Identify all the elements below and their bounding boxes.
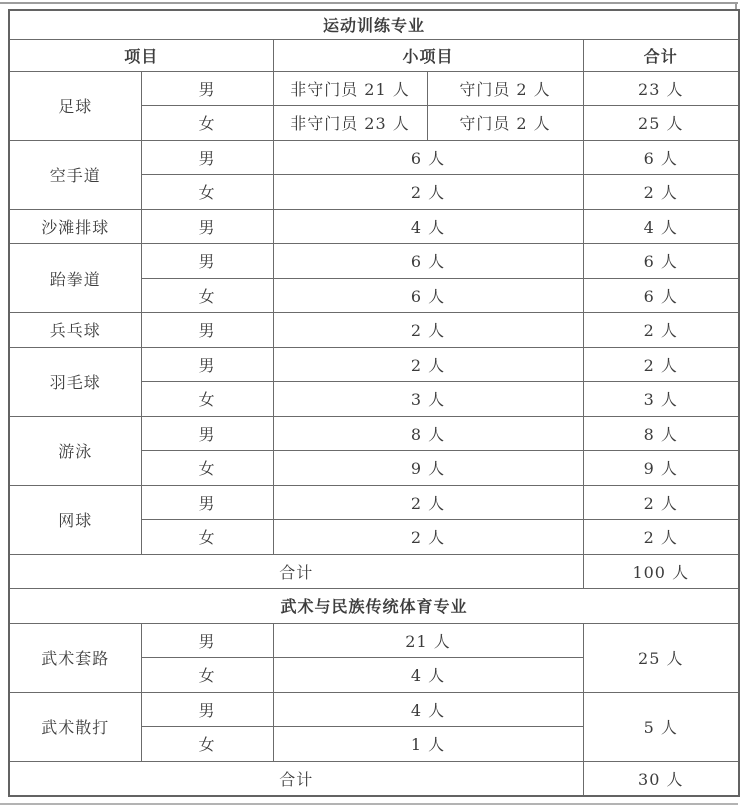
cell-wushu-taolu-male-count: 21 人 xyxy=(273,623,583,658)
cell-beach-volleyball-male-gender: 男 xyxy=(141,209,273,244)
cell-karate-male-total: 6 人 xyxy=(583,140,739,175)
cell-karate-female-count: 2 人 xyxy=(273,175,583,210)
cell-badminton-male-gender: 男 xyxy=(141,347,273,382)
cell-swimming-female-count: 9 人 xyxy=(273,451,583,486)
cell-taekwondo-female-total: 6 人 xyxy=(583,278,739,313)
cell-badminton-male-count: 2 人 xyxy=(273,347,583,382)
cell-tennis-male-gender: 男 xyxy=(141,485,273,520)
cell-section2-total-value: 30 人 xyxy=(583,761,739,796)
header-total: 合计 xyxy=(583,39,739,71)
header-project: 项目 xyxy=(9,39,273,71)
cell-badminton-female-total: 3 人 xyxy=(583,382,739,417)
cell-table-tennis-name: 兵乓球 xyxy=(9,313,141,348)
cell-wushu-sanda-name: 武术散打 xyxy=(9,692,141,761)
cell-karate-female-gender: 女 xyxy=(141,175,273,210)
cell-beach-volleyball-male-total: 4 人 xyxy=(583,209,739,244)
cell-karate-name: 空手道 xyxy=(9,140,141,209)
cell-taekwondo-female-count: 6 人 xyxy=(273,278,583,313)
cell-badminton-female-gender: 女 xyxy=(141,382,273,417)
cell-table-tennis-male-count: 2 人 xyxy=(273,313,583,348)
cell-football-name: 足球 xyxy=(9,71,141,140)
cell-swimming-male-count: 8 人 xyxy=(273,416,583,451)
cell-karate-male-gender: 男 xyxy=(141,140,273,175)
table-row xyxy=(9,692,739,727)
cell-table-tennis-male-gender: 男 xyxy=(141,313,273,348)
cell-football-female-goalkeeper: 守门员 2 人 xyxy=(427,106,583,141)
table-row xyxy=(9,71,739,106)
cell-swimming-female-gender: 女 xyxy=(141,451,273,486)
cell-football-male-goalkeeper: 守门员 2 人 xyxy=(427,71,583,106)
cell-swimming-name: 游泳 xyxy=(9,416,141,485)
cell-taekwondo-male-total: 6 人 xyxy=(583,244,739,279)
cell-karate-male-count: 6 人 xyxy=(273,140,583,175)
table-row xyxy=(9,347,739,382)
cell-wushu-taolu-name: 武术套路 xyxy=(9,623,141,692)
table-row xyxy=(9,589,739,624)
cell-beach-volleyball-name: 沙滩排球 xyxy=(9,209,141,244)
table-row xyxy=(9,416,739,451)
cell-section1-total-value: 100 人 xyxy=(583,554,739,589)
cell-wushu-sanda-female-gender: 女 xyxy=(141,727,273,762)
cell-taekwondo-female-gender: 女 xyxy=(141,278,273,313)
cell-football-male-gender: 男 xyxy=(141,71,273,106)
header-sub-project: 小项目 xyxy=(273,39,583,71)
table-row xyxy=(9,140,739,175)
cell-football-male-total: 23 人 xyxy=(583,71,739,106)
cell-tennis-female-count: 2 人 xyxy=(273,520,583,555)
cell-tennis-male-count: 2 人 xyxy=(273,485,583,520)
cell-table-tennis-male-total: 2 人 xyxy=(583,313,739,348)
cell-badminton-female-count: 3 人 xyxy=(273,382,583,417)
cell-swimming-male-gender: 男 xyxy=(141,416,273,451)
cell-wushu-taolu-male-gender: 男 xyxy=(141,623,273,658)
cell-football-female-total: 25 人 xyxy=(583,106,739,141)
cell-tennis-male-total: 2 人 xyxy=(583,485,739,520)
cell-tennis-female-gender: 女 xyxy=(141,520,273,555)
table-row xyxy=(9,554,739,589)
table-row xyxy=(9,623,739,658)
cell-wushu-taolu-female-count: 4 人 xyxy=(273,658,583,693)
cell-football-male-nonkeeper: 非守门员 21 人 xyxy=(273,71,427,106)
cell-beach-volleyball-male-count: 4 人 xyxy=(273,209,583,244)
cell-section1-total-label: 合计 xyxy=(9,554,583,589)
enrollment-table xyxy=(8,9,740,797)
table-row xyxy=(9,485,739,520)
cell-tennis-name: 网球 xyxy=(9,485,141,554)
cell-wushu-taolu-female-gender: 女 xyxy=(141,658,273,693)
table-row xyxy=(9,209,739,244)
cell-section2-total-label: 合计 xyxy=(9,761,583,796)
cell-taekwondo-name: 跆拳道 xyxy=(9,244,141,313)
cell-wushu-sanda-male-gender: 男 xyxy=(141,692,273,727)
cell-taekwondo-male-count: 6 人 xyxy=(273,244,583,279)
cell-badminton-name: 羽毛球 xyxy=(9,347,141,416)
table-row xyxy=(9,244,739,279)
cell-swimming-male-total: 8 人 xyxy=(583,416,739,451)
table-row xyxy=(9,761,739,796)
table-row xyxy=(9,39,739,71)
cell-karate-female-total: 2 人 xyxy=(583,175,739,210)
table-row xyxy=(9,313,739,348)
cell-badminton-male-total: 2 人 xyxy=(583,347,739,382)
top-rule-line xyxy=(0,2,738,4)
cell-tennis-female-total: 2 人 xyxy=(583,520,739,555)
cell-taekwondo-male-gender: 男 xyxy=(141,244,273,279)
cell-football-female-nonkeeper: 非守门员 23 人 xyxy=(273,106,427,141)
cell-wushu-sanda-male-count: 4 人 xyxy=(273,692,583,727)
section1-title: 运动训练专业 xyxy=(9,10,739,39)
bottom-rule-line xyxy=(0,803,738,805)
cell-wushu-taolu-total: 25 人 xyxy=(583,623,739,692)
table-row xyxy=(9,10,739,39)
cell-swimming-female-total: 9 人 xyxy=(583,451,739,486)
cell-football-female-gender: 女 xyxy=(141,106,273,141)
cell-wushu-sanda-female-count: 1 人 xyxy=(273,727,583,762)
cell-wushu-sanda-total: 5 人 xyxy=(583,692,739,761)
section2-title: 武术与民族传统体育专业 xyxy=(9,589,739,624)
